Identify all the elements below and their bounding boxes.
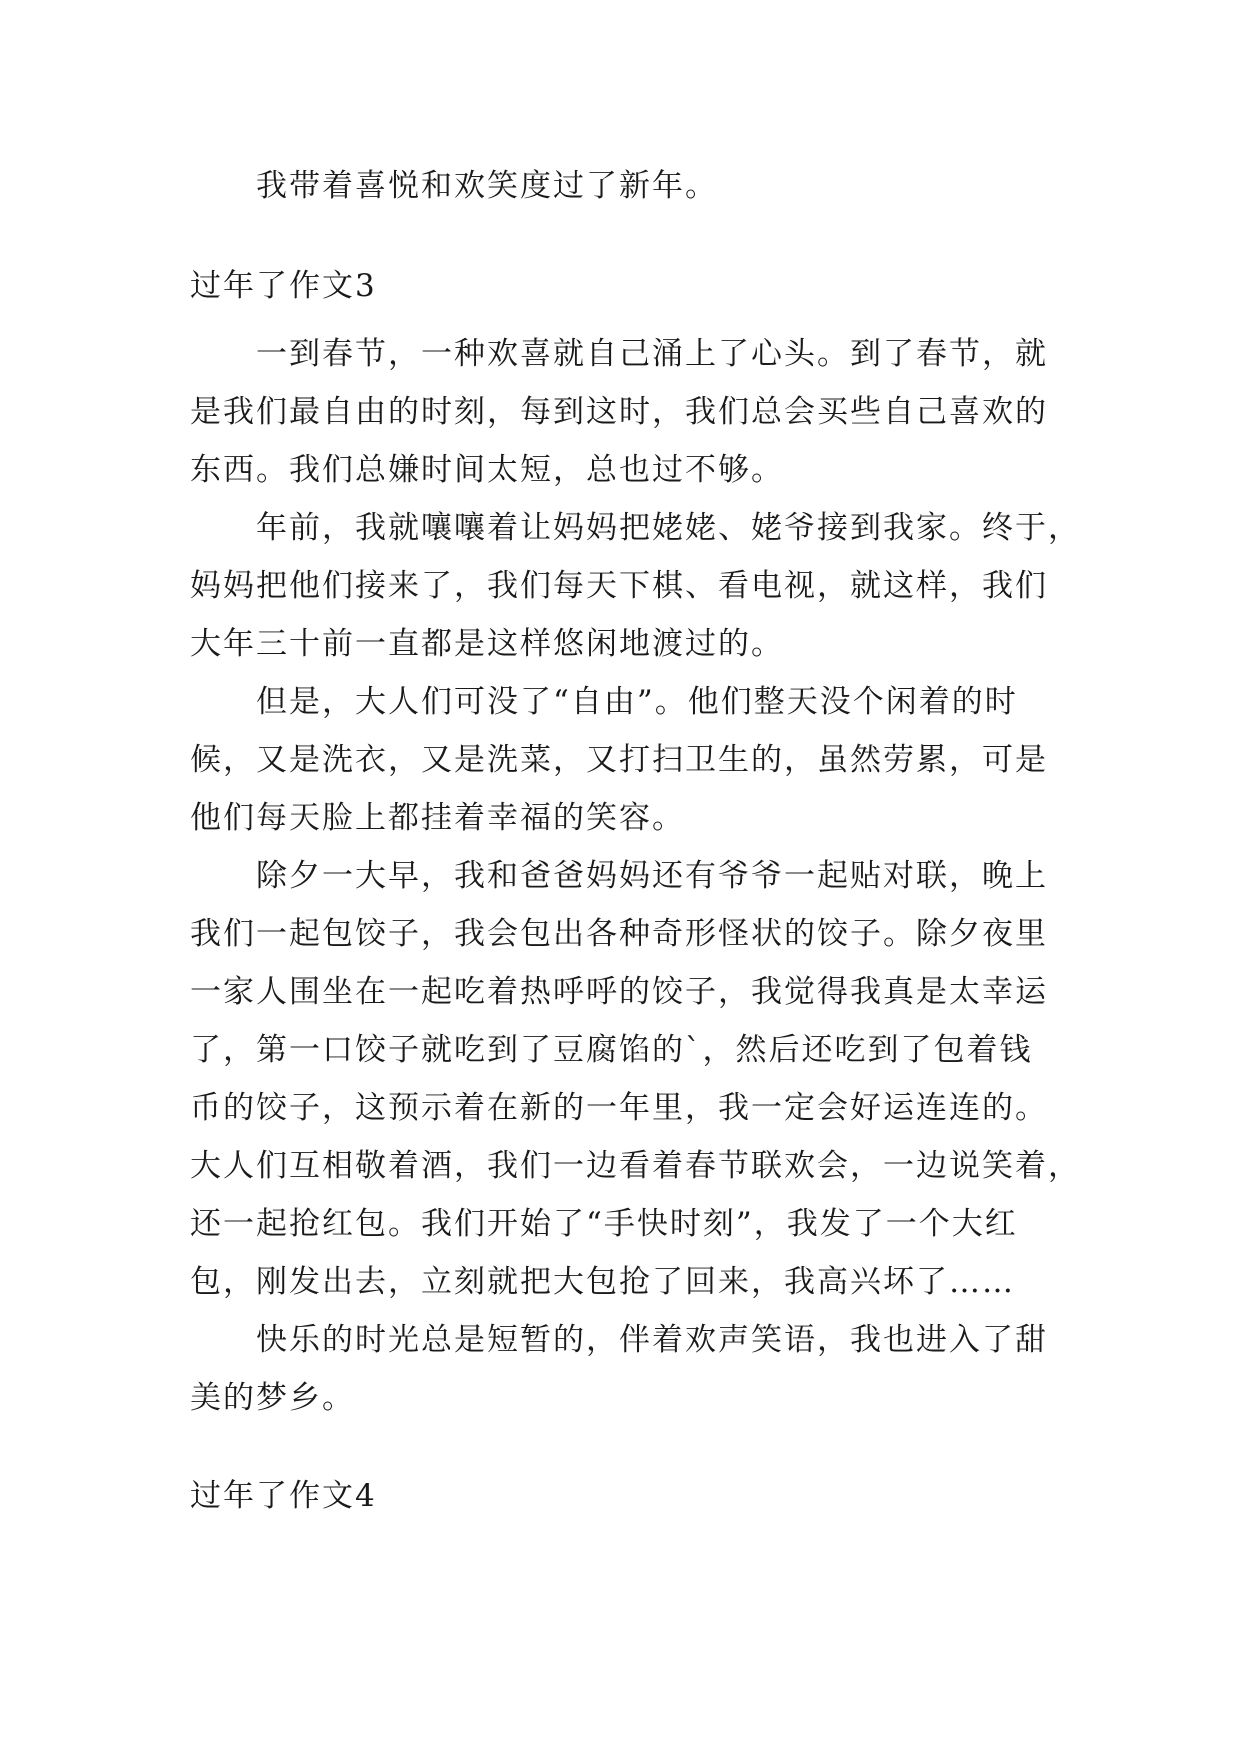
paragraph-line: 东西。我们总嫌时间太短，总也过不够。 <box>190 452 784 488</box>
section-heading: 过年了作文3 <box>190 268 377 304</box>
paragraph-line: 快乐的时光总是短暂的，伴着欢声笑语，我也进入了甜 <box>256 1322 1048 1358</box>
paragraph-line: 除夕一大早，我和爸爸妈妈还有爷爷一起贴对联，晚上 <box>256 858 1048 894</box>
paragraph-line: 大人们互相敬着酒，我们一边看着春节联欢会，一边说笑着， <box>190 1148 1081 1184</box>
paragraph-line: 了，第一口饺子就吃到了豆腐馅的`，然后还吃到了包着钱 <box>190 1032 1033 1068</box>
paragraph-line: 一家人围坐在一起吃着热呼呼的饺子，我觉得我真是太幸运 <box>190 974 1048 1010</box>
paragraph-line: 我带着喜悦和欢笑度过了新年。 <box>256 168 718 204</box>
paragraph-line: 美的梦乡。 <box>190 1380 355 1416</box>
paragraph-line: 妈妈把他们接来了，我们每天下棋、看电视，就这样，我们 <box>190 568 1048 604</box>
paragraph-line: 一到春节，一种欢喜就自己涌上了心头。到了春节，就 <box>256 336 1048 372</box>
paragraph-line: 但是，大人们可没了“自由”。他们整天没个闲着的时 <box>256 684 1018 720</box>
paragraph-line: 大年三十前一直都是这样悠闲地渡过的。 <box>190 626 784 662</box>
paragraph-line: 还一起抢红包。我们开始了“手快时刻”，我发了一个大红 <box>190 1206 1018 1242</box>
section-heading: 过年了作文4 <box>190 1478 377 1514</box>
paragraph-line: 币的饺子，这预示着在新的一年里，我一定会好运连连的。 <box>190 1090 1048 1126</box>
paragraph-line: 候，又是洗衣，又是洗菜，又打扫卫生的，虽然劳累，可是 <box>190 742 1048 778</box>
paragraph-line: 他们每天脸上都挂着幸福的笑容。 <box>190 800 685 836</box>
paragraph-line: 我们一起包饺子，我会包出各种奇形怪状的饺子。除夕夜里 <box>190 916 1048 952</box>
paragraph-line: 包，刚发出去，立刻就把大包抢了回来，我高兴坏了…… <box>190 1264 1015 1300</box>
paragraph-line: 是我们最自由的时刻，每到这时，我们总会买些自己喜欢的 <box>190 394 1048 430</box>
paragraph-line: 年前，我就嚷嚷着让妈妈把姥姥、姥爷接到我家。终于， <box>256 510 1081 546</box>
